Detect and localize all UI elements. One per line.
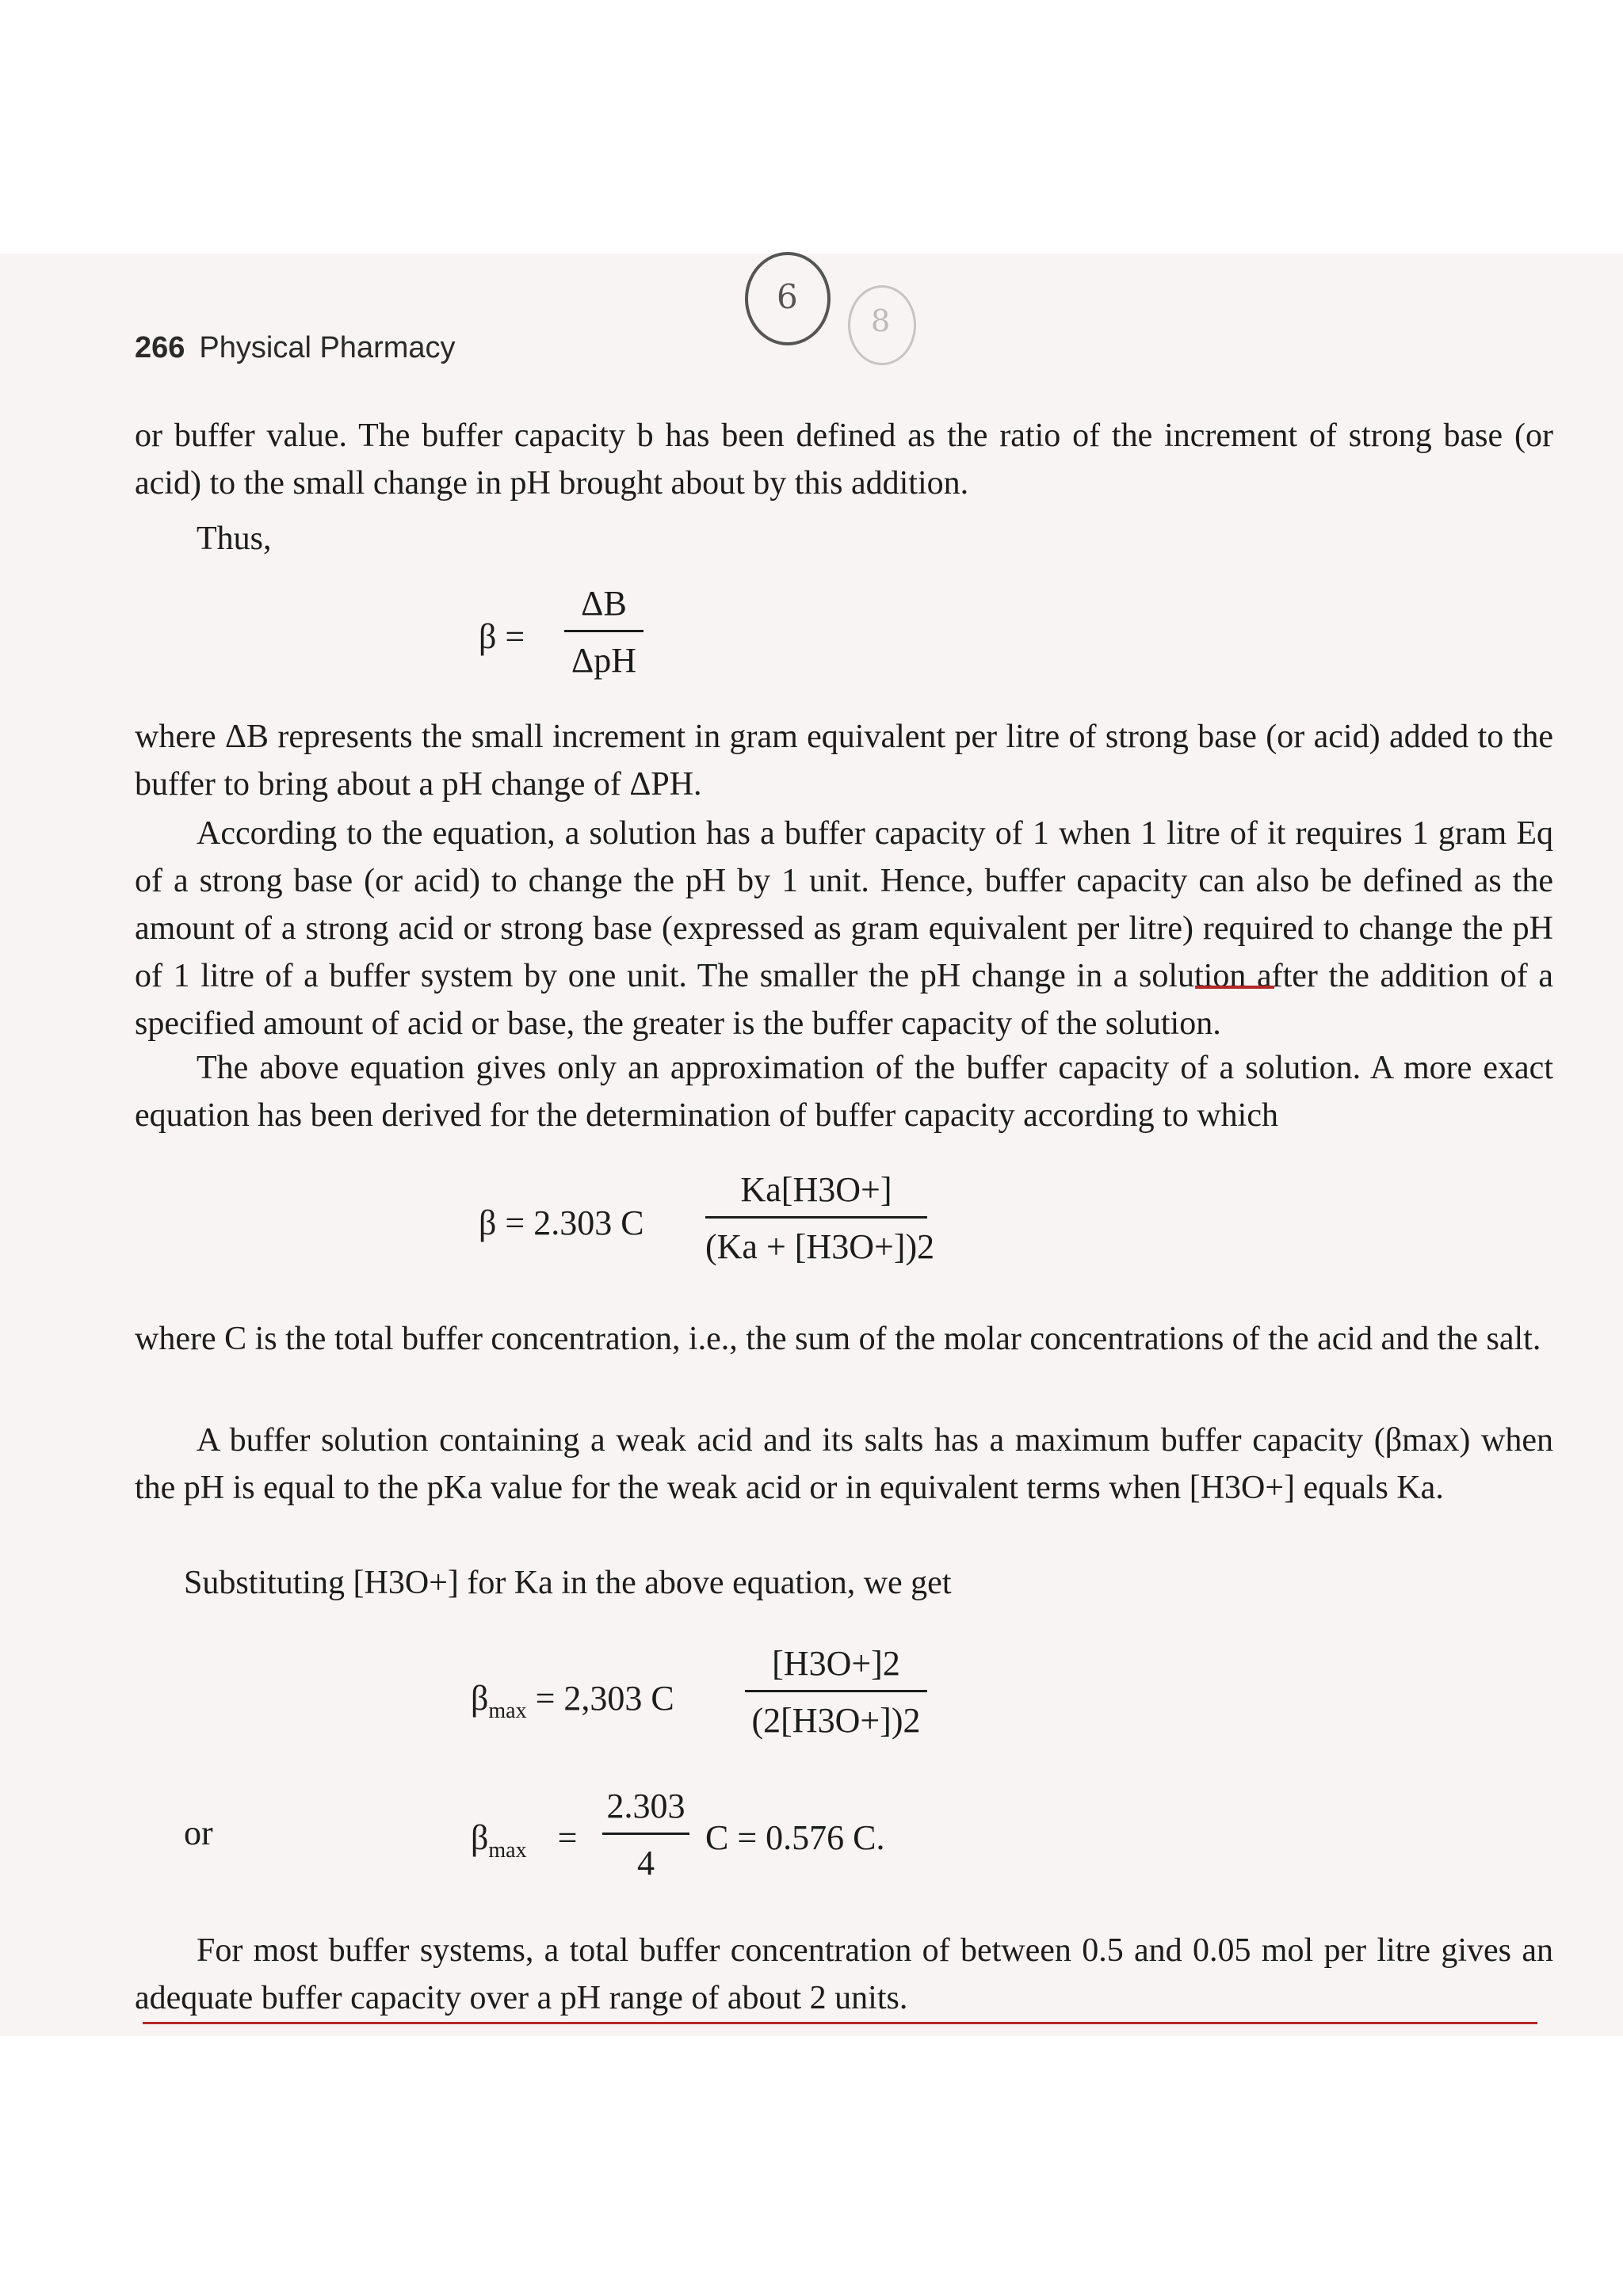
paragraph-delta-b: where ΔB represents the small increment in gram equivalent per litre of strong base (or acid) added to the buffer to bring about a pH change of ΔPH. bbox=[135, 719, 1553, 803]
faint-mark-number: 8 bbox=[871, 303, 891, 338]
book-title: Physical Pharmacy bbox=[199, 331, 456, 364]
beta-symbol: β bbox=[471, 1679, 489, 1718]
eq2-lhs: β = 2.303 C bbox=[479, 1203, 644, 1242]
eq3-fraction bbox=[745, 1643, 927, 1741]
eq1-lhs: β = bbox=[479, 617, 525, 656]
faint-circle-mark bbox=[848, 285, 916, 365]
thus-label: Thus, bbox=[197, 521, 272, 557]
fraction-bar bbox=[602, 1833, 689, 1835]
eq2-numerator: Ka[H3O+] bbox=[740, 1170, 892, 1209]
red-underline-mark bbox=[1195, 986, 1274, 989]
paragraph-buffer-capacity-definition: According to the equation, a solution has a buffer capacity of 1 when 1 litre of it requires 1 gram Eq of a strong base (or acid) to change the pH by 1 unit. Hence, buffer capacity can also be defined as the amount of a strong acid or strong base (expressed as gram equivalent per litre) required to change the pH of 1 litre of a buffer system by one unit. The smaller the pH change in a solution after the addition of a specified amount of acid or base, the greater is the buffer capacity of the solution. bbox=[135, 815, 1553, 1042]
eq4-denominator: 4 bbox=[637, 1844, 655, 1882]
eq4-numerator: 2.303 bbox=[606, 1787, 685, 1825]
handwritten-circle-mark bbox=[745, 252, 831, 345]
eq1-denominator: ΔpH bbox=[571, 641, 637, 680]
eq1-fraction bbox=[564, 583, 643, 681]
eq4-lhs bbox=[471, 1817, 577, 1863]
beta-symbol: β bbox=[471, 1818, 489, 1857]
fraction-bar bbox=[745, 1690, 927, 1692]
page-header bbox=[135, 331, 456, 365]
eq2-fraction bbox=[705, 1169, 935, 1267]
paragraph-total-concentration: where C is the total buffer concentration, i.e., the sum of the molar concentrations of the acid and the salt. bbox=[135, 1321, 1541, 1357]
circle-mark-number: 6 bbox=[777, 277, 798, 316]
eq3-coefficient: = 2,303 C bbox=[535, 1679, 674, 1718]
equals-sign: = bbox=[557, 1818, 578, 1857]
eq4-fraction bbox=[602, 1786, 689, 1883]
paragraph-conclusion: For most buffer systems, a total buffer concentration of between 0.5 and 0.05 mol per litre gives an adequate buffer capacity over a pH range of about 2 units. bbox=[135, 1932, 1553, 2016]
eq2-denominator: (Ka + [H3O+])2 bbox=[705, 1227, 935, 1266]
max-subscript: max bbox=[488, 1837, 527, 1863]
eq3-lhs bbox=[471, 1678, 674, 1724]
paragraph-max-capacity: A buffer solution containing a weak acid and its salts has a maximum buffer capacity (βmax) when the pH is equal to the pKa value for the weak acid or in equivalent terms when [H3O+] equals Ka. bbox=[135, 1422, 1553, 1506]
or-label: or bbox=[184, 1814, 213, 1852]
fraction-bar bbox=[705, 1216, 927, 1219]
red-underline bbox=[143, 2022, 1537, 2024]
paragraph-substituting: Substituting [H3O+] for Ka in the above equation, we get bbox=[184, 1565, 952, 1601]
eq4-rhs: C = 0.576 C. bbox=[705, 1818, 885, 1857]
paragraph-approximation: The above equation gives only an approximation of the buffer capacity of a solution. A more exact equation has been derived for the determination of buffer capacity according to which bbox=[135, 1050, 1553, 1134]
fraction-bar bbox=[564, 630, 643, 632]
eq3-denominator: (2[H3O+])2 bbox=[751, 1701, 921, 1740]
page-number: 266 bbox=[135, 331, 185, 364]
eq1-numerator: ΔB bbox=[581, 584, 627, 623]
max-subscript: max bbox=[488, 1698, 527, 1723]
paragraph-buffer-value: or buffer value. The buffer capacity b has been defined as the ratio of the increment of strong base (or acid) to the small change in pH brought about by this addition. bbox=[135, 418, 1553, 502]
eq3-numerator: [H3O+]2 bbox=[772, 1644, 900, 1683]
